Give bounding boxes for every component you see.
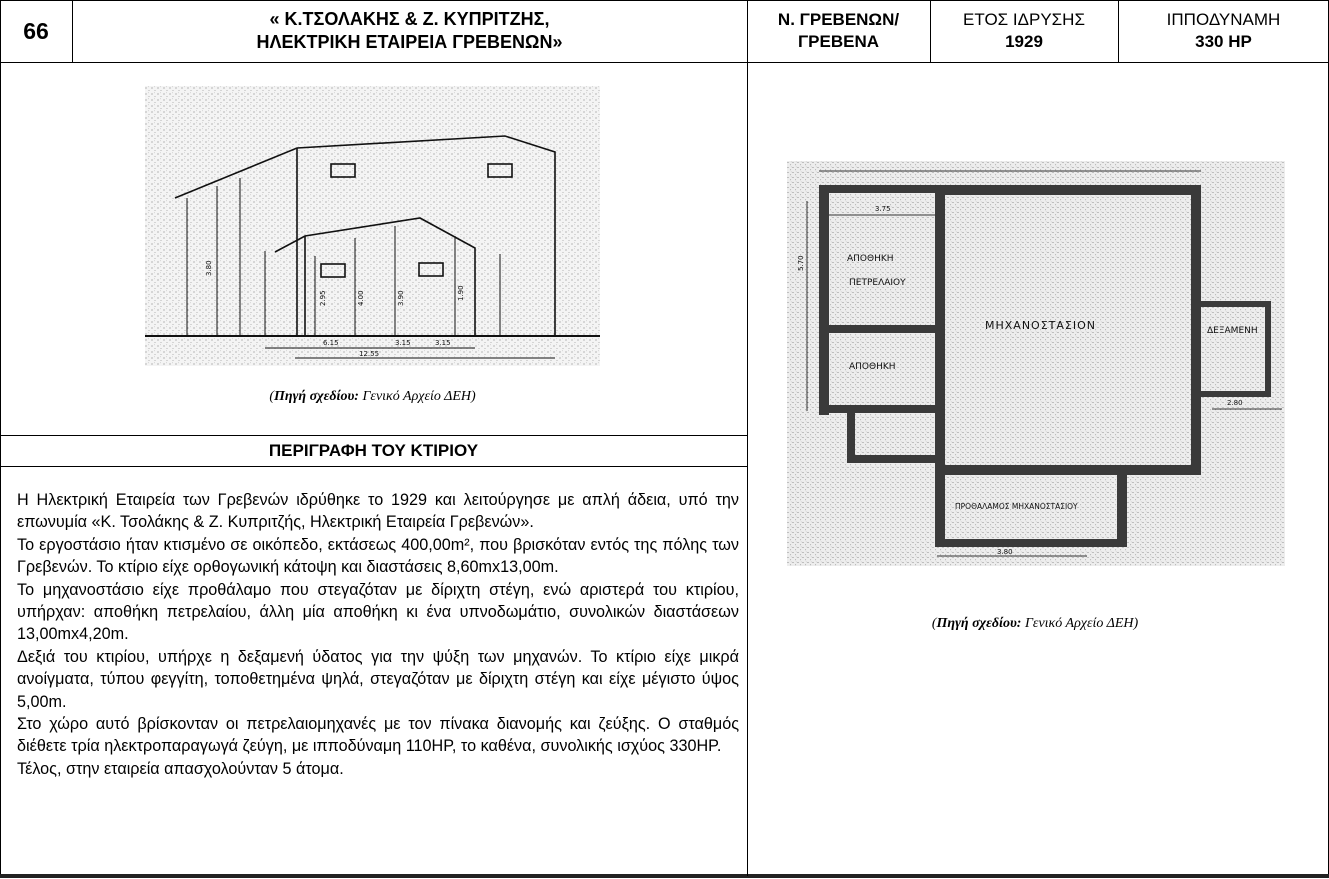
sheet-number — [0, 0, 72, 62]
plan-dim-right: 2.80 — [1227, 399, 1243, 407]
power-cell — [1118, 0, 1329, 62]
plan-label-oil-storage-1: ΑΠΟΘΗΚΗ — [847, 254, 894, 264]
building-description — [17, 489, 739, 780]
founded-value: 1929 — [1005, 32, 1043, 51]
elev-dim-d2: 12.55 — [359, 350, 380, 358]
power-label: ΙΠΠΟΔΥΝΑΜΗ — [1166, 10, 1281, 29]
floor-plan-drawing — [787, 161, 1285, 566]
elev-dim-h2: 4.00 — [357, 290, 365, 306]
company-title-line-2: ΗΛΕΚΤΡΙΚΗ ΕΤΑΙΡΕΙΑ ΓΡΕΒΕΝΩΝ» — [256, 32, 563, 52]
elevation-drawing — [145, 86, 600, 366]
company-title — [72, 0, 747, 62]
sheet-number-text: 66 — [23, 17, 49, 44]
elevation-caption-label: Πηγή σχεδίου: — [274, 389, 359, 404]
location-line-1: Ν. ΓΡΕΒΕΝΩΝ/ — [777, 10, 900, 29]
plan-label-tank: ΔΕΞΑΜΕΝΗ — [1207, 326, 1258, 336]
plan-label-oil-storage-2: ΠΕΤΡΕΛΑΙΟΥ — [849, 278, 906, 288]
elev-dim-h5: 3.90 — [397, 290, 405, 306]
founded-cell — [930, 0, 1118, 62]
elev-dim-h4: 1.90 — [457, 285, 465, 301]
plan-dim-side: 5.70 — [797, 255, 805, 271]
header-divider-2 — [747, 0, 748, 876]
section-bottom-rule — [0, 466, 747, 467]
elev-dim-d1: 6.15 — [323, 339, 339, 347]
company-title-line-1: « Κ.ΤΣΟΛΑΚΗΣ & Ζ. ΚΥΠΡΙΤΖΗΣ, — [269, 9, 550, 29]
location-line-2: ΓΡΕΒΕΝΑ — [797, 32, 880, 51]
description-paragraph-1: Η Ηλεκτρική Εταιρεία των Γρεβενών ιδρύθηκε το 1929 και λειτούργησε με απλή άδεια, υπό την επωνυμία «Κ. Τσολάκης & Ζ. Κυπριτζής, Ηλεκτρική Εταιρεία Γρεβενών». — [17, 491, 739, 532]
plan-label-storage: ΑΠΟΘΗΚΗ — [849, 362, 896, 372]
description-paragraph-4: Δεξιά του κτιρίου, υπήρχε η δεξαμενή ύδατος για την ψύξη των μηχανών. Το κτίριο είχε μικρά ανοίγματα, τύπου φεγγίτη, τοποθετημένα ψηλά, στεγαζόταν με δίριχτη στέγη και είχε μέγιστο ύψος 5,00m. — [17, 647, 739, 711]
elevation-caption: (Πηγή σχεδίου: Γενικό Αρχείο ΔΕΗ) — [269, 389, 476, 404]
elev-dim-h3: 2.95 — [319, 290, 327, 306]
plan-caption-label: Πηγή σχεδίου: — [936, 616, 1022, 631]
elev-dim-d4: 3.15 — [435, 339, 451, 347]
section-title — [0, 436, 747, 466]
section-title-text: ΠΕΡΙΓΡΑΦΗ ΤΟΥ ΚΤΙΡΙΟΥ — [268, 441, 479, 460]
plan-caption-source: Γενικό Αρχείο ΔΕΗ — [1024, 616, 1134, 631]
description-paragraph-2: Το εργοστάσιο ήταν κτισμένο σε οικόπεδο, εκτάσεως 400,00m², που βρισκόταν εντός της πόλης των Γρεβενών. Το κτίριο είχε ορθογωνική κάτοψη και διαστάσεις 8,60mx13,00m. — [17, 535, 739, 577]
page-bottom-rule — [0, 874, 1329, 878]
founded-label: ΕΤΟΣ ΙΔΡΥΣΗΣ — [963, 10, 1085, 29]
location-cell — [747, 0, 930, 62]
description-paragraph-3: Το μηχανοστάσιο είχε προθάλαμο που στεγαζόταν με δίριχτη στέγη, ενώ αριστερά του κτιρίου, υπήρχαν: αποθήκη πετρελαίου, άλλη μία αποθήκη κι ένα υπνοδωμάτιο, συνολικών διαστάσεων 13,00mx4,20m. — [17, 580, 739, 644]
elev-dim-h1: 3.80 — [205, 260, 213, 276]
plan-label-machine-room: ΜΗΧΑΝΟΣΤΑΣΙΟΝ — [985, 319, 1096, 332]
plan-label-vestibule: ΠΡΟΘΑΛΑΜΟΣ ΜΗΧΑΝΟΣΤΑΣΙΟΥ — [955, 502, 1078, 511]
description-paragraph-5: Στο χώρο αυτό βρίσκονταν οι πετρελαιομηχανές με τον πίνακα διανομής και ζεύξης. Ο σταθμός διέθετε τρία ηλεκτροπαραγωγά ζεύγη, με ιπποδύναμη 110HP, το καθένα, συνολικής ισχύος 330HP. — [17, 715, 739, 756]
description-paragraph-6: Τέλος, στην εταιρεία απασχολούνταν 5 άτομα. — [17, 759, 344, 778]
elevation-caption-source: Γενικό Αρχείο ΔΕΗ — [362, 389, 471, 404]
header-bottom-rule — [0, 62, 1329, 63]
plan-caption: (Πηγή σχεδίου: Γενικό Αρχείο ΔΕΗ) — [931, 616, 1139, 631]
plan-dim-top: 3.75 — [875, 205, 891, 213]
plan-dim-bottom: 3.80 — [997, 548, 1013, 556]
elev-dim-d3: 3.15 — [395, 339, 411, 347]
power-value: 330 HP — [1195, 32, 1252, 51]
